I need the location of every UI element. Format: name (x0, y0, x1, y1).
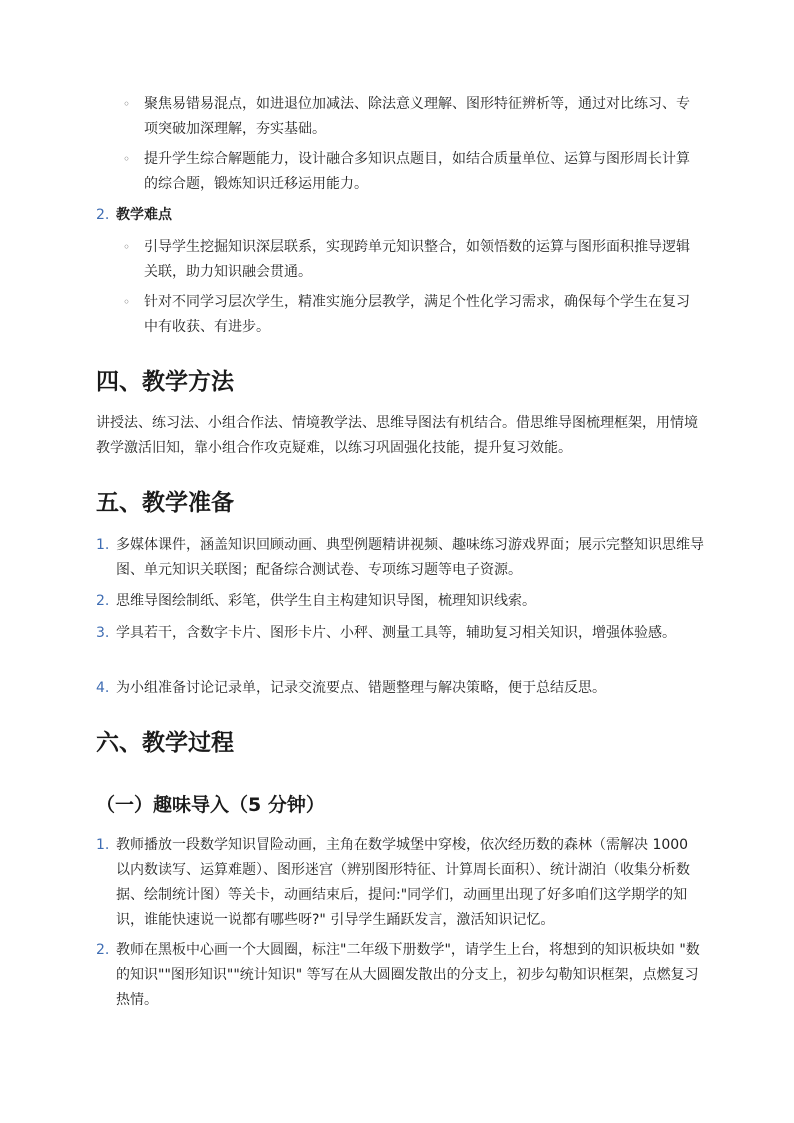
list-item-text: 引导学生挖掘知识深层联系，实现跨单元知识整合，如领悟数的运算与图形面积推导逻辑关联，助力知识融会贯通。 (144, 239, 690, 280)
list-number: 1. (96, 837, 110, 853)
list-item-text: 聚焦易错易混点，如进退位加减法、除法意义理解、图形特征辨析等，通过对比练习、专项突破加深理解，夯实基础。 (144, 96, 690, 137)
list-item (120, 92, 700, 142)
bullet-icon: ◦ (123, 97, 131, 111)
list-number: 3. (96, 625, 110, 641)
list-number: 2. (96, 942, 110, 958)
list-item-text: 多媒体课件，涵盖知识回顾动画、典型例题精讲视频、趣味练习游戏界面；展示完整知识思维导图、单元知识关联图；配备综合测试卷、专项练习题等电子资源。 (116, 537, 704, 578)
list-item-text: 为小组准备讨论记录单，记录交流要点、错题整理与解决策略，便于总结反思。 (116, 680, 606, 696)
section-heading-methods: 四、教学方法 (96, 369, 234, 395)
list-number: 2. (96, 593, 110, 609)
bullet-icon: ◦ (123, 295, 131, 309)
list-item-text: 教师播放一段数学知识冒险动画，主角在数学城堡中穿梭，依次经历数的森林（需解决 1000 以内数读写、运算难题）、图形迷宫（辨别图形特征、计算周长面积）、统计湖泊（收集分析数据、绘制统计图）等关卡，动画结束后，提问:"同学们，动画里出现了好多咱们这学期学的知识，谁能快速说一说都有哪些呀?" 引导学生踊跃发言，激活知识记忆。 (116, 837, 690, 928)
section-heading-preparation: 五、教学准备 (96, 490, 234, 516)
list-item-text: 思维导图绘制纸、彩笔，供学生自主构建知识导图，梳理知识线索。 (116, 593, 536, 609)
list-item (96, 203, 706, 228)
list-number: 2. (96, 207, 110, 223)
list-item-text: 学具若干，含数字卡片、图形卡片、小秤、测量工具等，辅助复习相关知识，增强体验感。 (116, 625, 676, 641)
list-item (120, 235, 700, 285)
list-item (120, 290, 700, 340)
list-item-text: 针对不同学习层次学生，精准实施分层教学，满足个性化学习需求，确保每个学生在复习中有收获、有进步。 (144, 294, 690, 335)
list-item (96, 938, 706, 1013)
bullet-icon: ◦ (123, 240, 131, 254)
list-item-text: 提升学生综合解题能力，设计融合多知识点题目，如结合质量单位、运算与图形周长计算的综合题，锻炼知识迁移运用能力。 (144, 151, 690, 192)
list-item-text: 教师在黑板中心画一个大圆圈，标注"二年级下册数学"，请学生上台，将想到的知识板块如 "数的知识""图形知识""统计知识" 等写在从大圆圈发散出的分支上，初步勾勒知识框架，点燃复习热情。 (116, 942, 700, 1008)
methods-paragraph: 讲授法、练习法、小组合作法、情境教学法、思维导图法有机结合。借思维导图梳理框架，用情境教学激活旧知，靠小组合作攻克疑难，以练习巩固强化技能，提升复习效能。 (96, 415, 698, 456)
subsection-heading-intro: （一）趣味导入（5 分钟） (96, 794, 325, 816)
list-item (96, 589, 706, 614)
list-number: 1. (96, 537, 110, 553)
list-number: 4. (96, 680, 110, 696)
section-heading-process: 六、教学过程 (96, 730, 234, 756)
list-item (96, 833, 706, 933)
list-item (120, 147, 700, 197)
list-item (96, 533, 706, 583)
list-item (96, 676, 706, 701)
bullet-icon: ◦ (123, 152, 131, 166)
subheading-difficulty: 教学难点 (116, 207, 172, 223)
list-item (96, 621, 706, 646)
